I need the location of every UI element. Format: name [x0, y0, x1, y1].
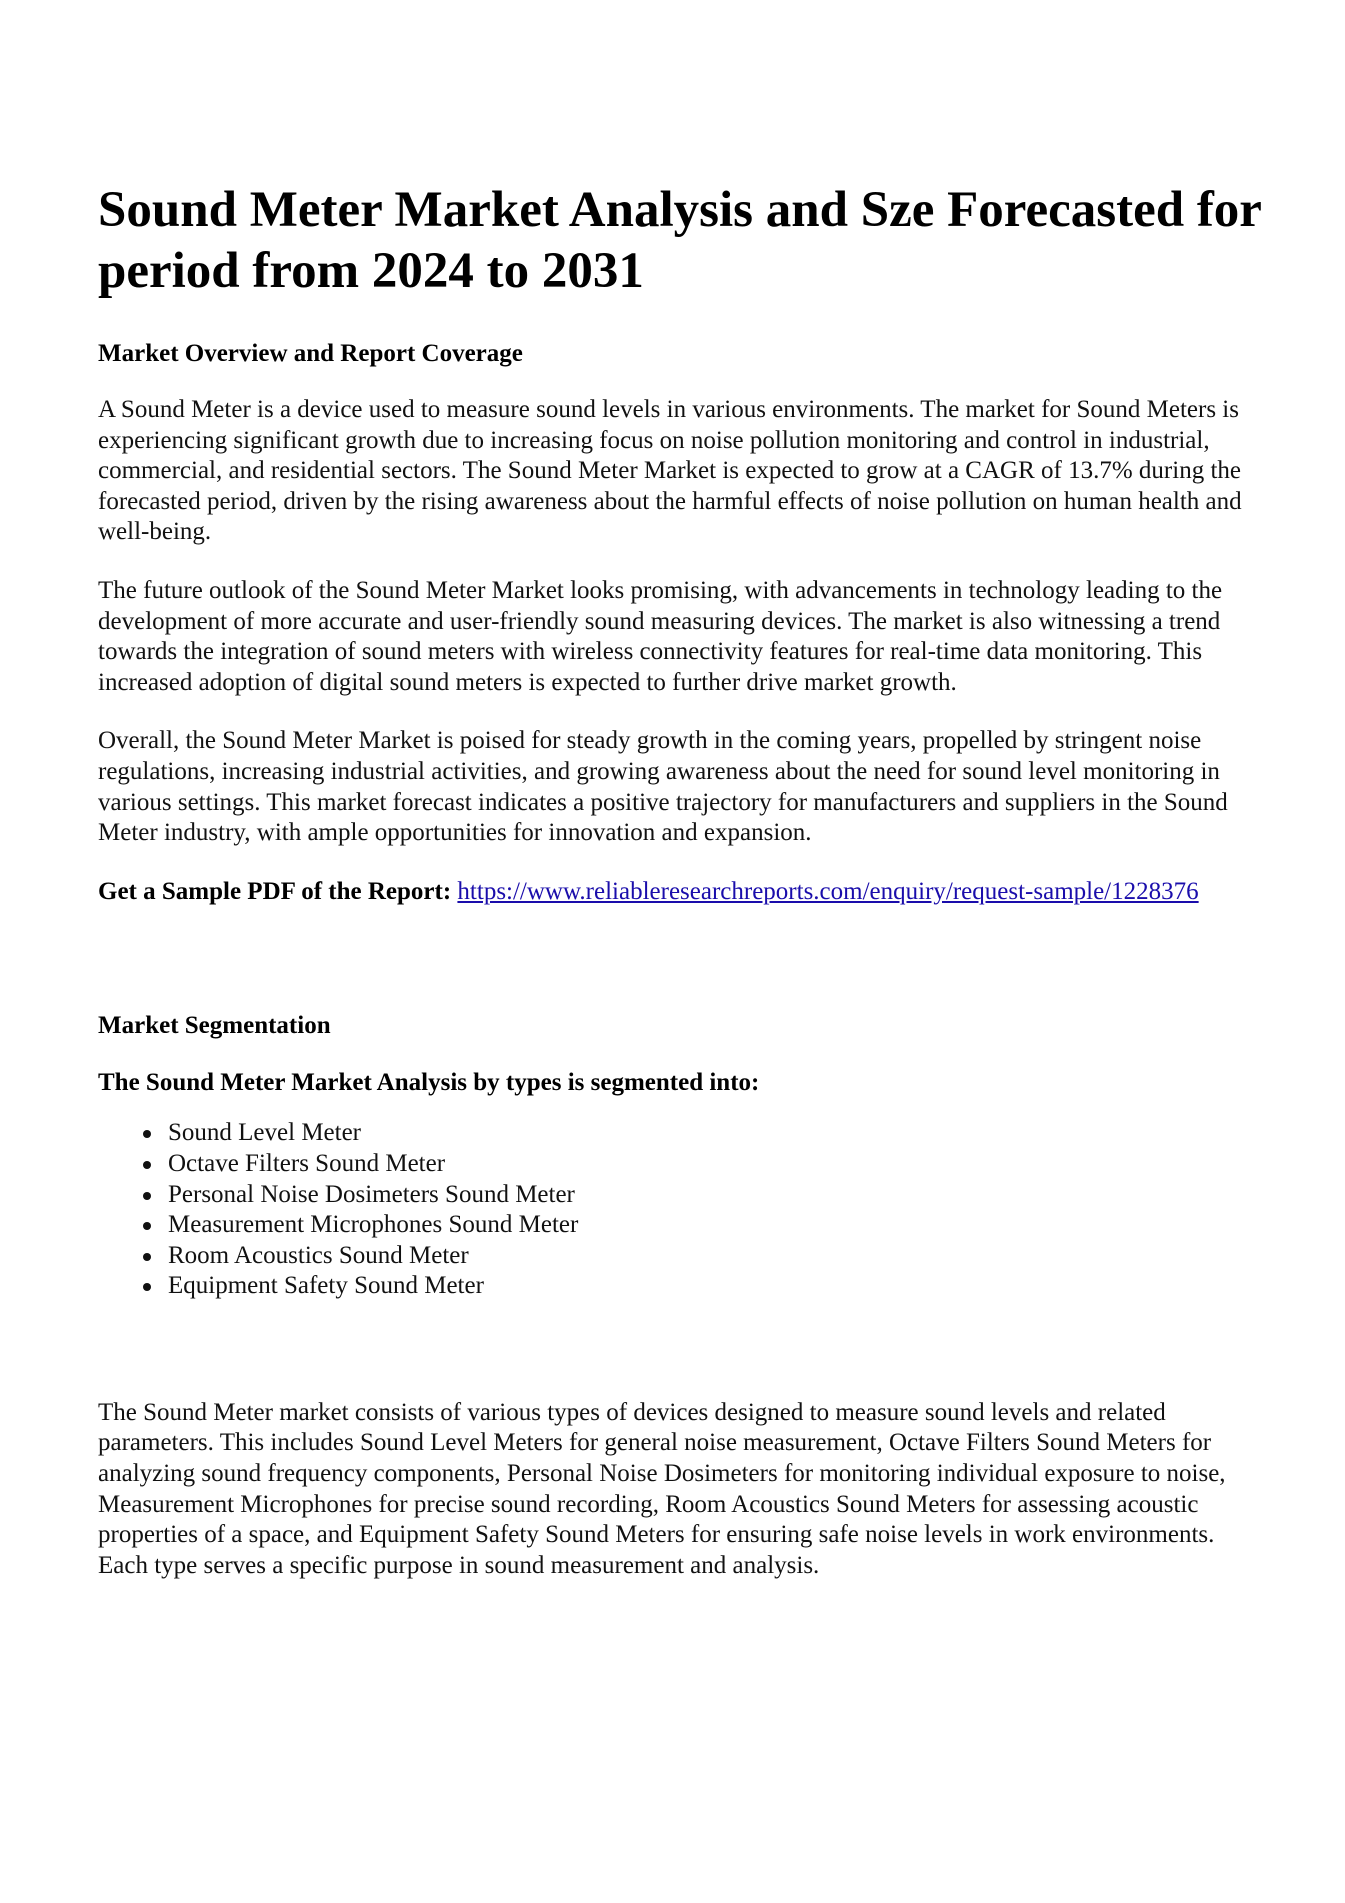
- overview-heading: Market Overview and Report Coverage: [98, 340, 523, 367]
- list-item: [168, 1210, 1270, 1241]
- segmentation-heading: Market Segmentation: [98, 1012, 331, 1040]
- sample-pdf-line: [98, 877, 1270, 908]
- bullet-icon: [143, 1222, 151, 1230]
- list-item: [168, 1149, 1270, 1180]
- list-item-text: Personal Noise Dosimeters Sound Meter: [168, 1180, 575, 1208]
- list-item: [168, 1271, 1270, 1302]
- overview-paragraph-1: A Sound Meter is a device used to measure sound levels in various environments. The market for Sound Meters is experiencing significant growth due to increasing focus on noise pollution monitoring and control in industrial, commercial, and residential sectors. The Sound Meter Market is expected to grow at a CAGR of 13.7% during the forecasted period, driven by the rising awareness about the harmful effects of noise pollution on human health and well-being.: [98, 396, 1242, 546]
- types-list: [98, 1118, 1270, 1302]
- list-item-text: Octave Filters Sound Meter: [168, 1149, 446, 1177]
- overview-paragraph-3: Overall, the Sound Meter Market is poised for steady growth in the coming years, propelled by stringent noise regulations, increasing industrial activities, and growing awareness about the need for sound level monitoring in various settings. This market forecast indicates a positive trajectory for manufacturers and suppliers in the Sound Meter industry, with ample opportunities for innovation and expansion.: [98, 727, 1228, 847]
- sample-pdf-link[interactable]: https://www.reliableresearchreports.com/enquiry/request-sample/1228376: [457, 877, 1199, 905]
- bullet-icon: [143, 1130, 151, 1138]
- types-heading: The Sound Meter Market Analysis by types is segmented into:: [98, 1069, 760, 1097]
- list-item-text: Measurement Microphones Sound Meter: [168, 1211, 579, 1239]
- spacer: [98, 907, 1270, 1010]
- list-item-text: Room Acoustics Sound Meter: [168, 1241, 469, 1269]
- spacer: [98, 1302, 1270, 1398]
- bullet-icon: [143, 1283, 151, 1291]
- page-title: Sound Meter Market Analysis and Sze Forecasted for period from 2024 to 2031: [98, 182, 1262, 299]
- list-item-text: Sound Level Meter: [168, 1119, 362, 1147]
- list-item: [168, 1241, 1270, 1272]
- bullet-icon: [143, 1192, 151, 1200]
- list-item: [168, 1118, 1270, 1149]
- document-page: [98, 180, 1270, 1609]
- list-item-text: Equipment Safety Sound Meter: [168, 1272, 484, 1300]
- sample-pdf-label: Get a Sample PDF of the Report:: [98, 877, 452, 905]
- bullet-icon: [143, 1253, 151, 1261]
- list-item: [168, 1180, 1270, 1211]
- overview-paragraph-2: The future outlook of the Sound Meter Market looks promising, with advancements in technology leading to the development of more accurate and user-friendly sound measuring devices. The market is also witnessing a trend towards the integration of sound meters with wireless connectivity features for real-time data monitoring. This increased adoption of digital sound meters is expected to further drive market growth.: [98, 576, 1223, 696]
- bullet-icon: [143, 1161, 151, 1169]
- segmentation-description: The Sound Meter market consists of various types of devices designed to measure sound levels and related parameters. This includes Sound Level Meters for general noise measurement, Octave Filters Sound Meters for analyzing sound frequency components, Personal Noise Dosimeters for monitoring individual exposure to noise, Measurement Microphones for precise sound recording, Room Acoustics Sound Meters for assessing acoustic properties of a space, and Equipment Safety Sound Meters for ensuring safe noise levels in work environments. Each type serves a specific purpose in sound measurement and analysis.: [98, 1398, 1226, 1579]
